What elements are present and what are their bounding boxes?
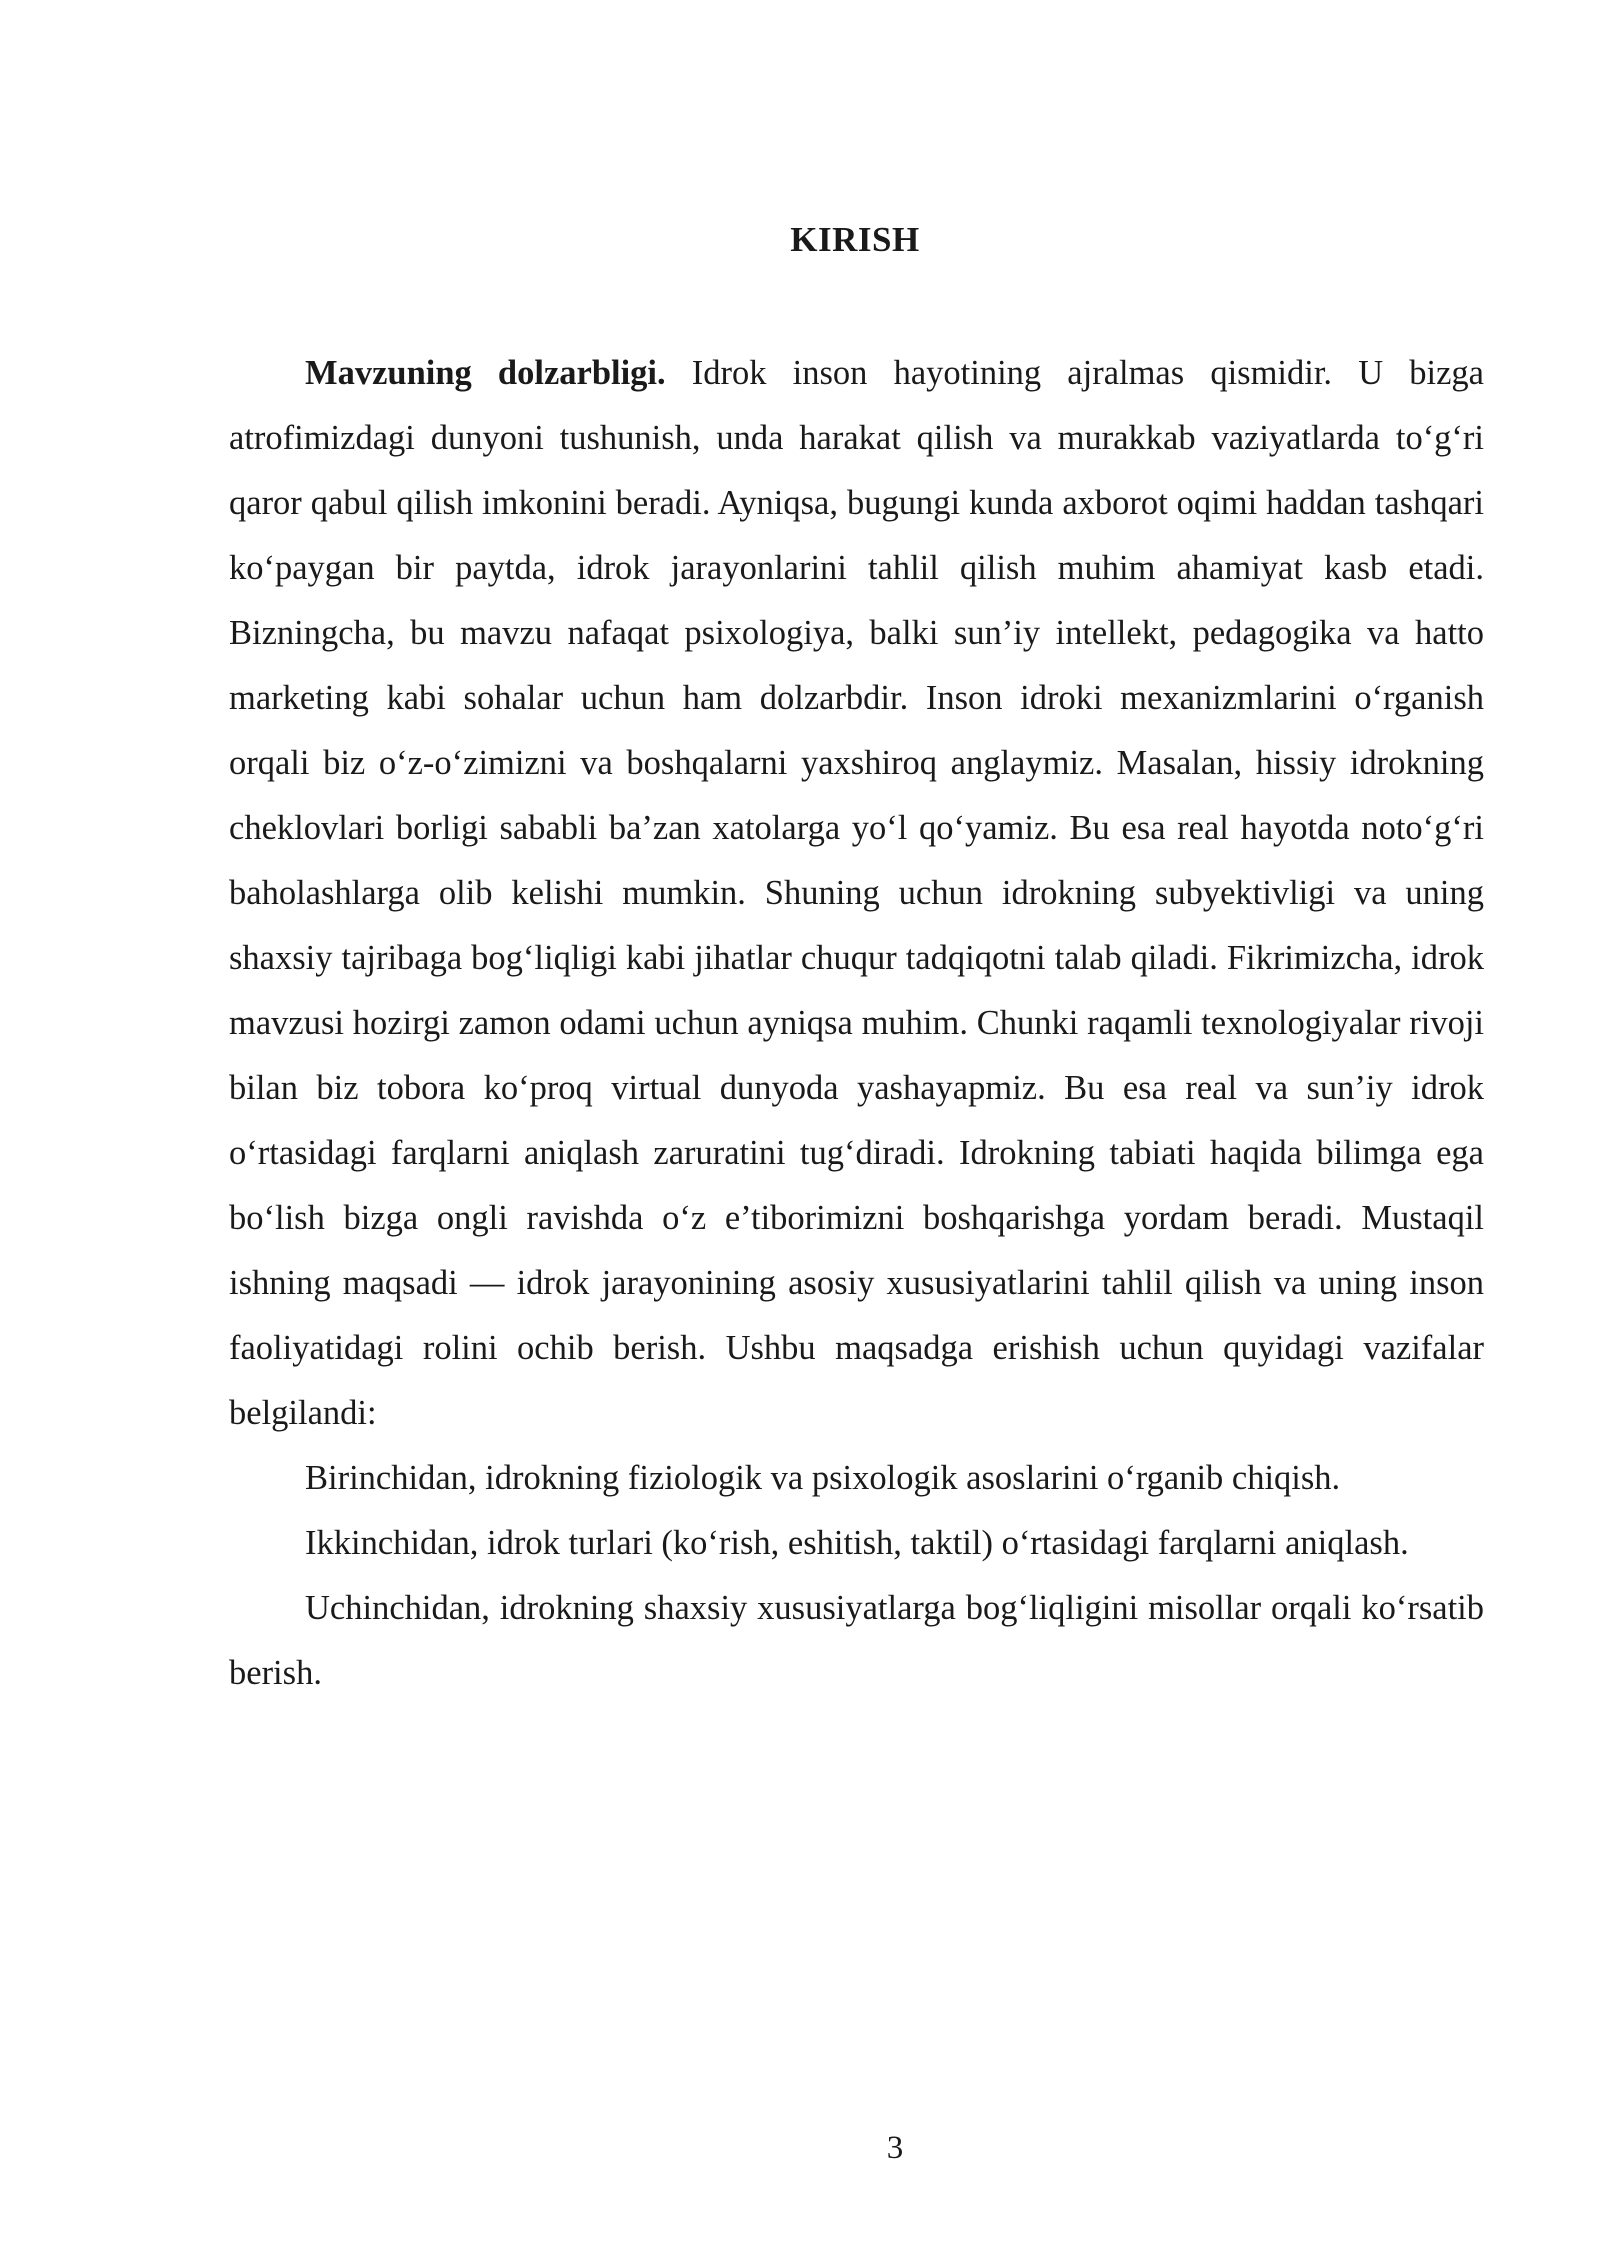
page-number: 3	[886, 2130, 904, 2166]
intro-paragraph-text: Idrok inson hayotining ajralmas qismidir. U bizga atrofimizdagi dunyoni tushunish, unda harakat qilish va murakkab vaziyatlarda to‘g‘ri qaror qabul qilish imkonini beradi. Ayniqsa, bugungi kunda axborot oqimi haddan tashqari ko‘paygan bir paytda, idrok jarayonlarini tahlil qilish muhim ahamiyat kasb etadi. Bizningcha, bu mavzu nafaqat psixologiya, balki sun’iy intellekt, pedagogika va hatto marketing kabi sohalar uchun ham dolzarbdir. Inson idroki mexanizmlarini o‘rganish orqali biz o‘z-o‘zimizni va boshqalarni yaxshiroq anglaymiz. Masalan, hissiy idrokning cheklovlari borligi sababli ba’zan xatolarga yo‘l qo‘yamiz. Bu esa real hayotda noto‘g‘ri baholashlarga olib kelishi mumkin. Shuning uchun idrokning subyektivligi va uning shaxsiy tajribaga bog‘liqligi kabi jihatlar chuqur tadqiqotni talab qiladi. Fikrimizcha, idrok mavzusi hozirgi zamon odami uchun ayniqsa muhim. Chunki raqamli texnologiyalar rivoji bilan biz tobora ko‘proq virtual dunyoda yashayapmiz. Bu esa real va sun’iy idrok o‘rtasidagi farqlarni aniqlash zaruratini tug‘diradi. Idrokning tabiati haqida bilimga ega bo‘lish bizga ongli ravishda o‘z e’tiborimizni boshqarishga yordam beradi. Mustaqil ishning maqsadi — idrok jarayonining asosiy xususiyatlarini tahlil qilish va uning inson faoliyatidagi rolini ochib berish. Ushbu maqsadga erishish uchun quyidagi vazifalar belgilandi:	[229, 354, 1484, 1432]
section-heading: KIRISH	[790, 220, 920, 259]
intro-bold-lead: Mavzuning dolzarbligi.	[305, 354, 666, 392]
task-paragraph-3: Uchinchidan, idrokning shaxsiy xususiyatlarga bog‘liqligini misollar orqali ko‘rsatib berish.	[229, 1589, 1484, 1692]
task-paragraph-2: Ikkinchidan, idrok turlari (ko‘rish, eshitish, taktil) o‘rtasidagi farqlarni aniqlash.	[305, 1524, 1409, 1562]
body-text	[229, 341, 1484, 1706]
intro-paragraph	[229, 341, 1484, 1446]
task-paragraph-1: Birinchidan, idrokning fiziologik va psixologik asoslarini o‘rganib chiqish.	[305, 1459, 1341, 1497]
